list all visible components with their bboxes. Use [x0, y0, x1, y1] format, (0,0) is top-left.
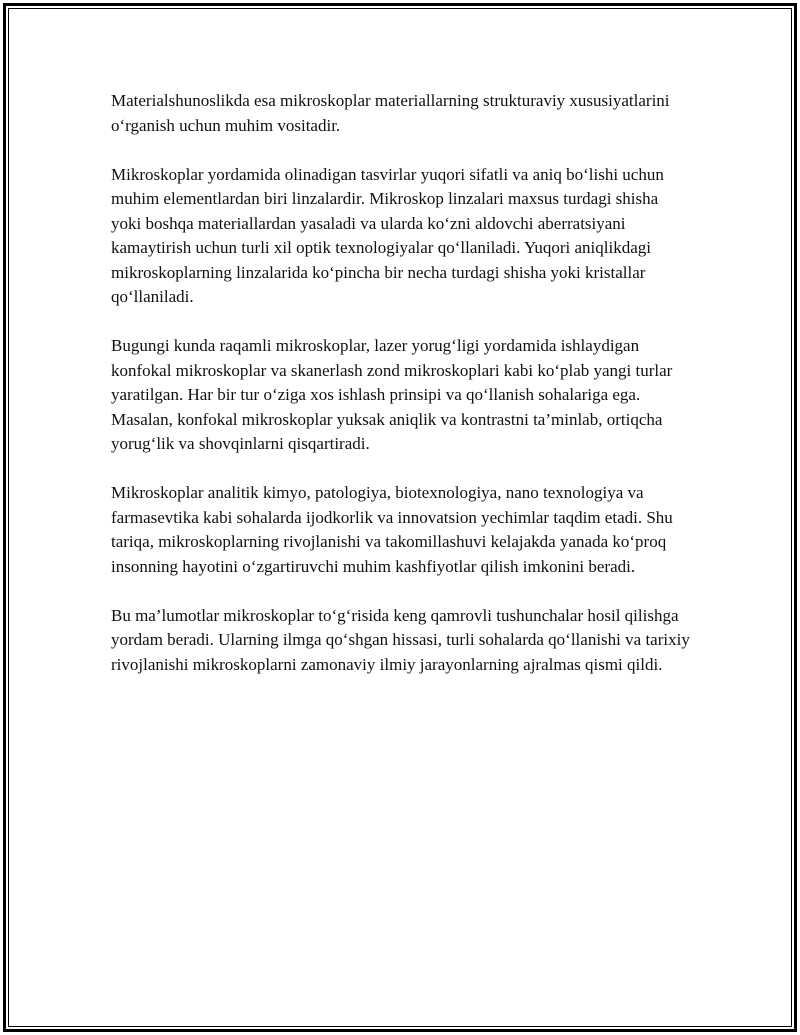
paragraph-4: Mikroskoplar analitik kimyo, patologiya, biotexnologiya, nano texnologiya va farmasevtika kabi sohalarda ijodkorlik va innovatsion yechimlar taqdim etadi. Shu tariqa, mikroskoplarning rivojlanishi va takomillashuvi kelajakda yanada ko‘proq insonning hayotini o‘zgartiruvchi muhim kashfiyotlar qilish imkonini beradi.: [111, 483, 673, 576]
paragraph-2: Mikroskoplar yordamida olinadigan tasvirlar yuqori sifatli va aniq bo‘lishi uchun muhim elementlardan biri linzalardir. Mikroskop linzalari maxsus turdagi shisha yoki boshqa materiallardan yasaladi va ularda ko‘zni aldovchi aberratsiyani kamaytirish uchun turli xil optik texnologiyalar qo‘llaniladi. Yuqori aniqlikdagi mikroskoplarning linzalarida ko‘pincha bir necha turdagi shisha yoki kristallar qo‘llaniladi.: [111, 164, 664, 306]
paragraph-1: Materialshunoslikda esa mikroskoplar materiallarning strukturaviy xususiyatlarini o‘rganish uchun muhim vositadir.: [111, 91, 670, 135]
paragraph-3: Bugungi kunda raqamli mikroskoplar, lazer yorug‘ligi yordamida ishlaydigan konfokal mikroskoplar va skanerlash zond mikroskoplari kabi ko‘plab yangi turlar yaratilgan. Har bir tur o‘ziga xos ishlash prinsipi va qo‘llanish sohalariga ega. Masalan, konfokal mikroskoplar yuksak aniqlik va kontrastni ta’minlab, ortiqcha yorug‘lik va shovqinlarni qisqartiradi.: [111, 336, 673, 453]
document-body: [111, 89, 691, 702]
paragraph-5: Bu ma’lumotlar mikroskoplar to‘g‘risida keng qamrovli tushunchalar hosil qilishga yordam beradi. Ularning ilmga qo‘shgan hissasi, turli sohalarda qo‘llanishi va tarixiy rivojlanishi mikroskoplarni zamonaviy ilmiy jarayonlarning ajralmas qismi qildi.: [111, 605, 690, 674]
